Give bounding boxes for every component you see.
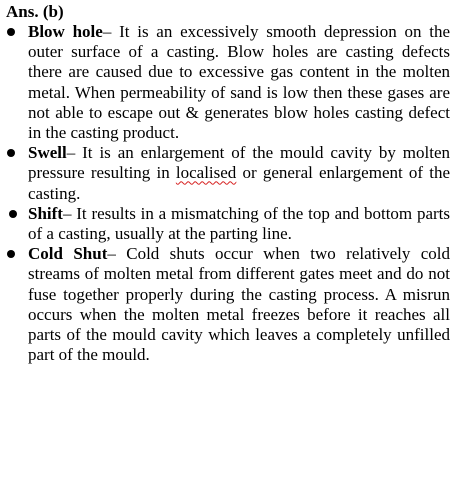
spellcheck-flagged-word: localised — [175, 163, 237, 183]
term-swell: Swell — [28, 143, 67, 163]
definition-swell-part2: or general enlargement of the casting. — [28, 163, 450, 203]
bullet-icon — [9, 210, 17, 218]
answer-document — [6, 2, 450, 365]
definition-blow-hole: – It is an excessively smooth depression on the outer surface of a casting. Blow holes are casting defects there are caused due to excessive gas content in the molten metal. When permeability of sand is low then these gases are not able to escape out & generates blow holes casting defect in the casting product. — [28, 22, 451, 143]
list-item-swell — [6, 143, 450, 204]
definition-shift: – It results in a mismatching of the top and bottom parts of a casting, usually at the parting line. — [28, 203, 450, 244]
answer-label: Ans. (b) — [6, 2, 64, 21]
term-blow-hole: Blow hole — [28, 22, 103, 41]
bullet-icon — [7, 149, 15, 157]
definition-swell-part1: – It is an enlargement of the mould cavity by molten pressure resulting in — [28, 143, 450, 183]
term-shift: Shift — [28, 203, 63, 223]
term-cold-shut: Cold Shut — [28, 244, 108, 264]
bullet-icon — [7, 28, 15, 36]
list-item-blow-hole — [6, 22, 450, 143]
definition-cold-shut: – Cold shuts occur when two relatively cold streams of molten metal from different gates meet and do not fuse together properly during the casting process. A misrun occurs when the molten metal freezes before it reaches all parts of the mould cavity which leaves a completely unfilled part of the mould. — [28, 244, 450, 365]
list-item-cold-shut — [6, 244, 450, 365]
list-item-shift — [6, 204, 450, 244]
bullet-icon — [7, 250, 15, 258]
defect-list — [6, 22, 450, 365]
